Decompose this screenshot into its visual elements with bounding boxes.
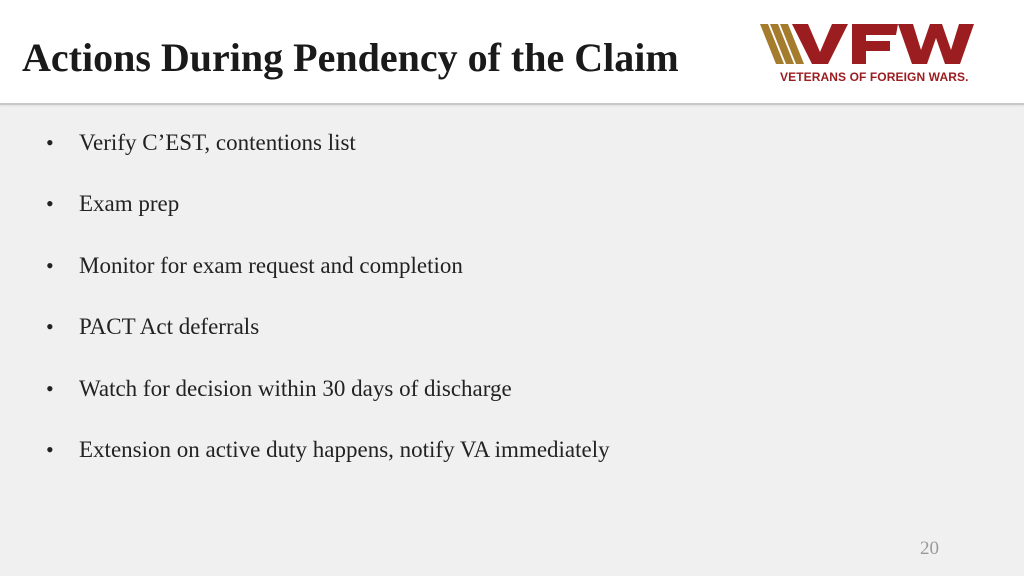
bullet-text: Monitor for exam request and completion xyxy=(79,252,463,278)
list-item xyxy=(46,369,610,430)
logo-tagline: VETERANS OF FOREIGN WARS. xyxy=(780,70,969,84)
list-item xyxy=(46,184,610,245)
slide-header xyxy=(0,0,1024,105)
list-item xyxy=(46,307,610,368)
vfw-logo xyxy=(760,22,985,86)
bullet-text: Verify C’EST, contentions list xyxy=(79,130,356,155)
vfw-wordmark-graphic xyxy=(760,22,985,66)
bullet-text: PACT Act deferrals xyxy=(79,314,260,340)
logo-letter-f xyxy=(852,24,898,64)
bullet-icon: • xyxy=(46,314,54,340)
bullet-icon: • xyxy=(46,436,54,462)
bullet-text: Watch for decision within 30 days of discharge xyxy=(79,375,512,401)
logo-letter-w xyxy=(898,24,974,64)
bullet-icon: • xyxy=(46,252,54,278)
list-item xyxy=(46,430,610,491)
list-item xyxy=(46,123,610,184)
bullet-text: Exam prep xyxy=(79,191,180,217)
bullet-list xyxy=(46,123,610,491)
slide-title: Actions During Pendency of the Claim xyxy=(22,35,679,80)
bullet-icon: • xyxy=(46,375,54,401)
bullet-icon: • xyxy=(46,191,54,217)
page-number: 20 xyxy=(920,538,939,559)
bullet-text: Extension on active duty happens, notify VA immediately xyxy=(79,436,610,462)
bullet-icon: • xyxy=(46,130,54,155)
list-item xyxy=(46,246,610,307)
